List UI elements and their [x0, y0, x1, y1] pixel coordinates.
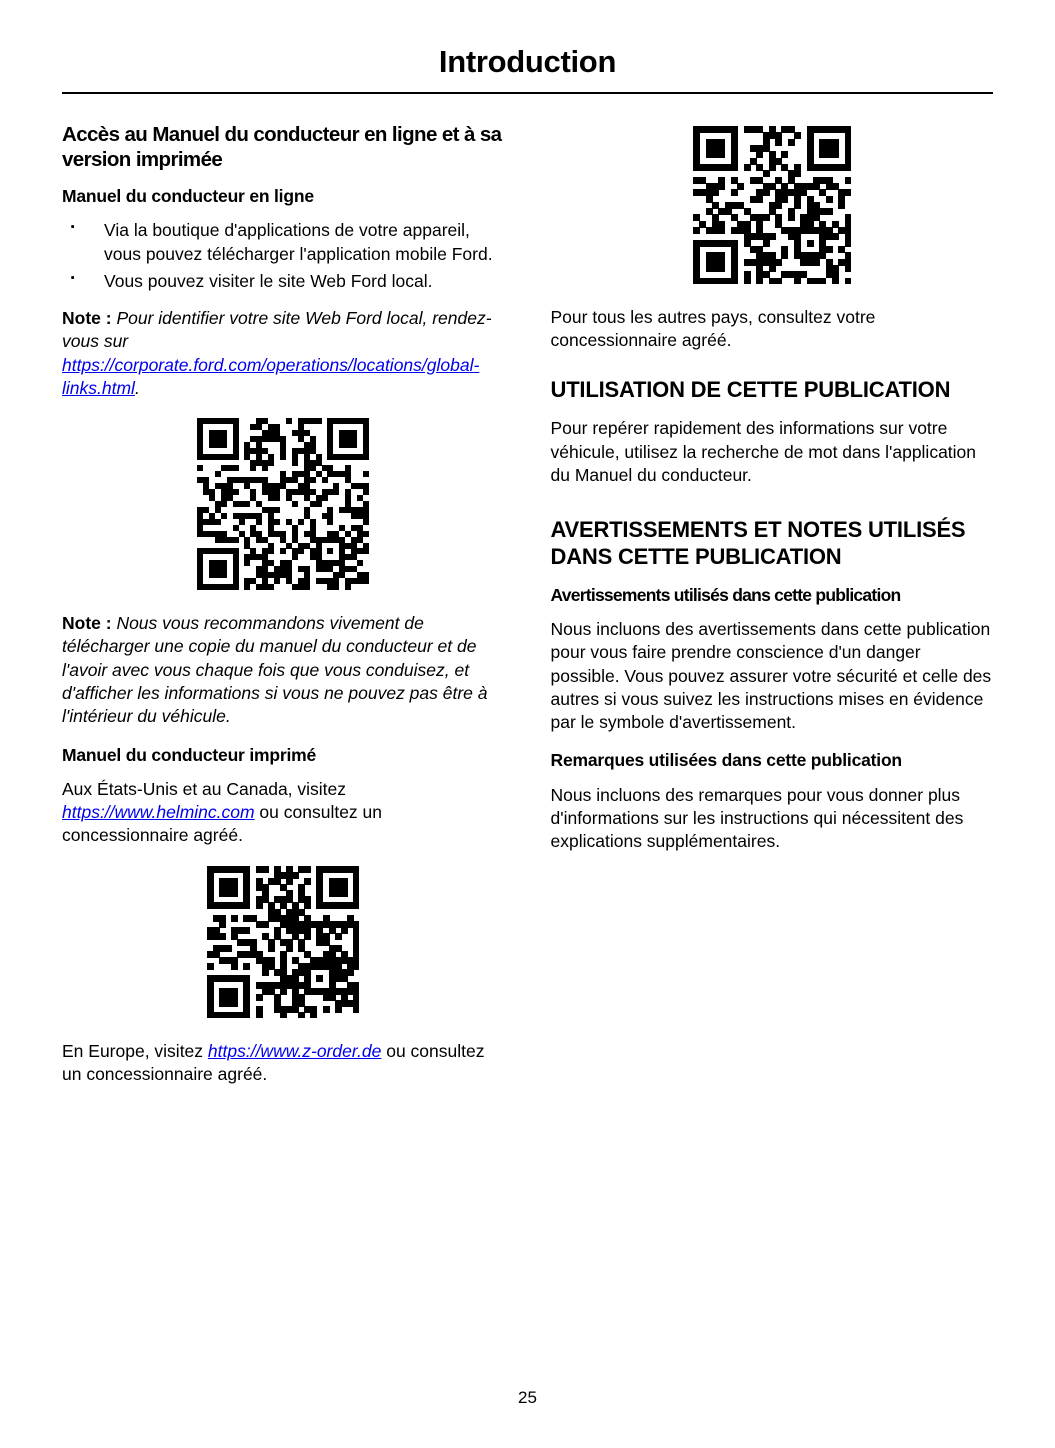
subsection-printed-manual: Manuel du conducteur imprimé	[62, 744, 317, 765]
qr-code-other-countries	[693, 126, 851, 284]
section-title-access: Accès au Manuel du conducteur en ligne et à sa version imprimée	[62, 123, 502, 171]
note-text-before: Pour identifier votre site Web Ford local, rendez-vous sur	[62, 308, 492, 352]
qr-code-global-links	[197, 418, 369, 590]
qr-code-helminc	[207, 866, 359, 1018]
subsection-warnings: Avertissements utilisés dans cette publication	[550, 584, 901, 605]
link-z-order[interactable]: https://www.z-order.de	[207, 1040, 382, 1061]
section-title-warnings: AVERTISSEMENTS ET NOTES UTILISÉS DANS CETTE PUBLICATION	[550, 517, 966, 569]
europe-text	[62, 1040, 505, 1087]
usage-text: Pour repérer rapidement des informations sur votre véhicule, utilisez la recherche de mot dans l'application du Manuel du conducteur.	[550, 418, 977, 485]
qr-code-other-countries-container	[551, 126, 994, 284]
other-countries-text: Pour tous les autres pays, consultez votre concessionnaire agréé.	[550, 307, 876, 351]
two-column-layout	[62, 122, 993, 1102]
europe-text-after: ou consultez un concessionnaire agréé.	[62, 1040, 485, 1084]
note-text-after: .	[134, 377, 140, 398]
printed-manual-text	[62, 778, 505, 848]
page-title: Introduction	[438, 44, 617, 79]
section-title-usage: UTILISATION DE CETTE PUBLICATION	[550, 376, 951, 402]
qr-code-global-links-container	[62, 418, 505, 590]
link-helminc[interactable]: https://www.helminc.com	[62, 802, 255, 823]
remarks-text: Nous incluons des remarques pour vous donner plus d'informations sur les instructions qui nécessitent des explications supplémentaires.	[550, 784, 964, 852]
note-label: Note :	[62, 613, 112, 634]
link-global-links[interactable]: https://corporate.ford.com/operations/locations/global-links.html	[62, 354, 480, 398]
europe-text-before: En Europe, visitez	[62, 1040, 208, 1061]
note-download-copy	[62, 612, 505, 728]
note-local-site	[62, 307, 505, 400]
right-column	[551, 122, 994, 870]
qr-code-helminc-container	[62, 866, 505, 1018]
printed-text-after: ou consultez un concessionnaire agréé.	[62, 802, 383, 846]
header-divider	[62, 92, 993, 94]
subsection-online-manual: Manuel du conducteur en ligne	[62, 186, 314, 206]
note-text: Nous vous recommandons vivement de télécharger une copie du manuel du conducteur et de l'avoir avec vous chaque fois que vous conduisez, et d'afficher les informations si vous ne pouvez pas être à l'intérieur du véhicule.	[62, 613, 488, 727]
left-column	[62, 122, 505, 1102]
warnings-text: Nous incluons des avertissements dans cette publication pour vous faire prendre conscience d'un danger possible. Vous pouvez assurer votre sécurité et celle des autres si vous suivez les instructions mises en évidence par le symbole d'avertissement.	[550, 619, 992, 733]
printed-text-before: Aux États-Unis et au Canada, visitez	[62, 778, 347, 799]
note-label: Note :	[62, 308, 112, 329]
list-item: · Via la boutique d'applications de votre appareil, vous pouvez télécharger l'application mobile Ford.	[62, 219, 505, 266]
subsection-remarks: Remarques utilisées dans cette publication	[550, 750, 902, 771]
online-manual-bullets	[62, 219, 505, 293]
list-item: · Vous pouvez visiter le site Web Ford local.	[62, 270, 505, 293]
page-number: 25	[518, 1388, 537, 1407]
